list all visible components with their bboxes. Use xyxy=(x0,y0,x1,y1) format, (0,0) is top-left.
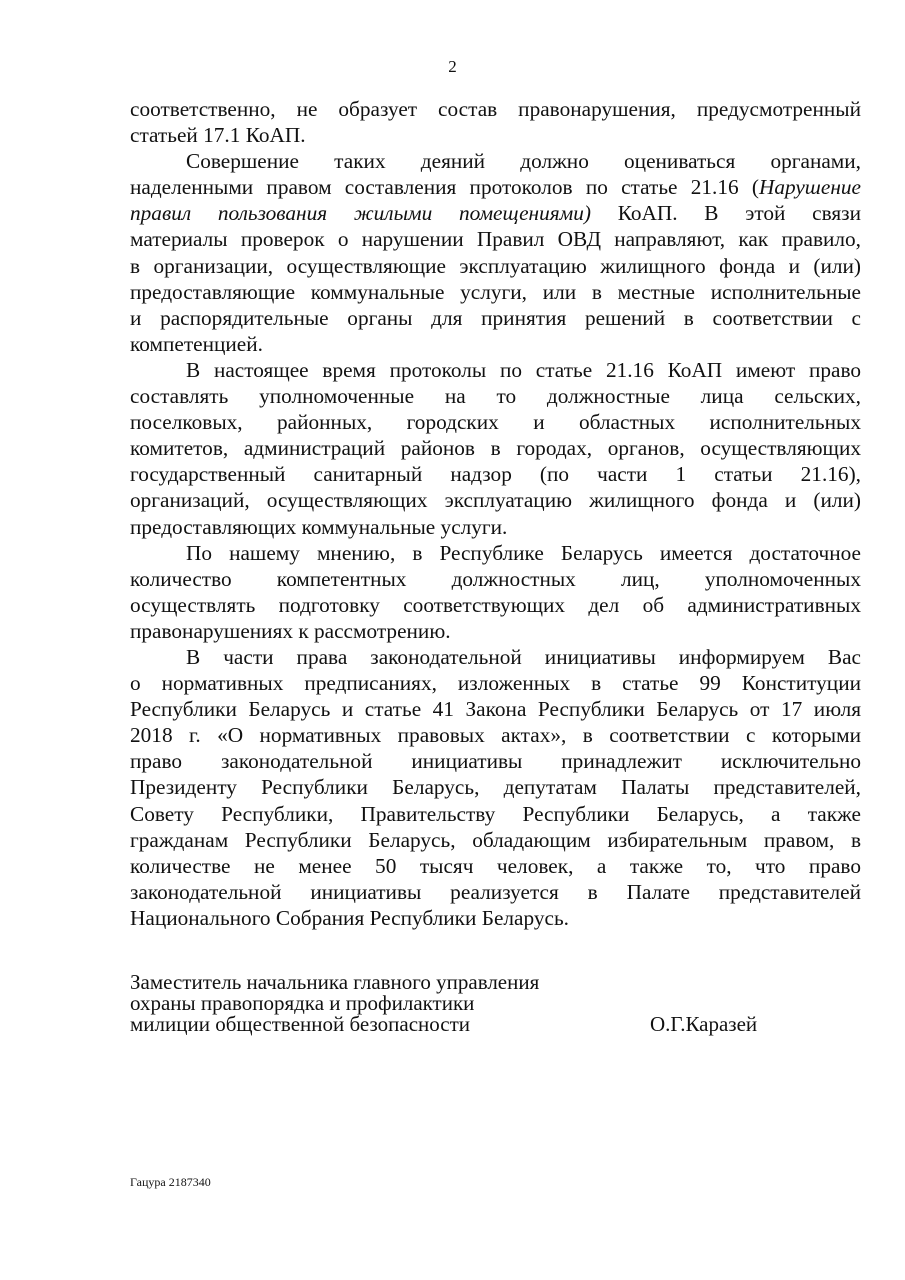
signatory-position-line: милиции общественной безопасности xyxy=(130,1012,471,1036)
text-line: Президенту Республики Беларусь, депутатам Палаты представителей, xyxy=(130,775,861,800)
text-line: Совету Республики, Правительству Республики Беларусь, а также xyxy=(130,801,861,826)
text-line: законодательной инициативы реализуется в Палате представителей xyxy=(130,879,861,904)
text-line: в организации, осуществляющие эксплуатацию жилищного фонда и (или) xyxy=(130,253,861,278)
text-line: компетенцией. xyxy=(130,331,263,356)
text-line: В части права законодательной инициативы информируем Вас xyxy=(186,644,861,669)
text-line: правонарушениях к рассмотрению. xyxy=(130,618,451,643)
text-line xyxy=(130,200,861,226)
text-line: соответственно, не образует состав правонарушения, предусмотренный xyxy=(130,97,861,121)
italic-fragment: Нарушение xyxy=(758,175,861,200)
text-line: о нормативных предписаниях, изложенных в статье 99 Конституции xyxy=(130,671,861,696)
italic-fragment: правил пользования жилыми помещениями) xyxy=(130,201,591,226)
text-line: комитетов, администраций районов в городах, органов, осуществляющих xyxy=(130,436,861,461)
text-line: осуществлять подготовку соответствующих дел об административных xyxy=(130,592,861,617)
text-line: право законодательной инициативы принадлежит исключительно xyxy=(130,749,861,774)
text-line: В настоящее время протоколы по статье 21.16 КоАП имеют право xyxy=(186,357,861,382)
text-line: статьей 17.1 КоАП. xyxy=(130,123,306,148)
text-line: составлять уполномоченные на то должностные лица сельских, xyxy=(130,384,861,409)
letter-body xyxy=(130,96,861,931)
signatory-position-line: охраны правопорядка и профилактики xyxy=(130,991,475,1015)
text-line: материалы проверок о нарушении Правил ОВД направляют, как правило, xyxy=(130,227,861,252)
signatory-position xyxy=(130,972,539,1035)
text-line: гражданам Республики Беларусь, обладающим избирательным правом, в xyxy=(130,827,861,852)
text-line: и распорядительные органы для принятия решений в соответствии с xyxy=(130,305,861,330)
text-line: предоставляющих коммунальные услуги. xyxy=(130,514,508,539)
text-fragment: КоАП. В этой связи xyxy=(591,201,861,226)
text-line: количество компетентных должностных лиц, уполномоченных xyxy=(130,566,861,591)
text-line: Совершение таких деяний должно оцениваться органами, xyxy=(186,149,861,174)
signatory-position-line: Заместитель начальника главного управления xyxy=(130,970,540,994)
text-line: государственный санитарный надзор (по части 1 статьи 21.16), xyxy=(130,462,861,487)
executor-note: Гацура 2187340 xyxy=(130,1175,211,1189)
text-line xyxy=(130,174,861,200)
page-number: 2 xyxy=(448,57,457,76)
text-line: Национального Собрания Республики Беларусь. xyxy=(130,905,570,930)
text-line: поселковых, районных, городских и областных исполнительных xyxy=(130,410,861,435)
text-line: 2018 г. «О нормативных правовых актах», в соответствии с которыми xyxy=(130,723,861,748)
signatory-name: О.Г.Каразей xyxy=(650,1012,758,1036)
text-line: По нашему мнению, в Республике Беларусь имеется достаточное xyxy=(186,540,861,565)
text-line: Республики Беларусь и статье 41 Закона Республики Беларусь от 17 июля xyxy=(130,697,861,722)
text-line: организаций, осуществляющих эксплуатацию жилищного фонда и (или) xyxy=(130,488,861,513)
text-line: количестве не менее 50 тысяч человек, а также то, что право xyxy=(130,853,861,878)
text-line: предоставляющие коммунальные услуги, или в местные исполнительные xyxy=(130,279,861,304)
text-fragment: наделенными правом составления протоколов по статье 21.16 ( xyxy=(130,175,759,200)
